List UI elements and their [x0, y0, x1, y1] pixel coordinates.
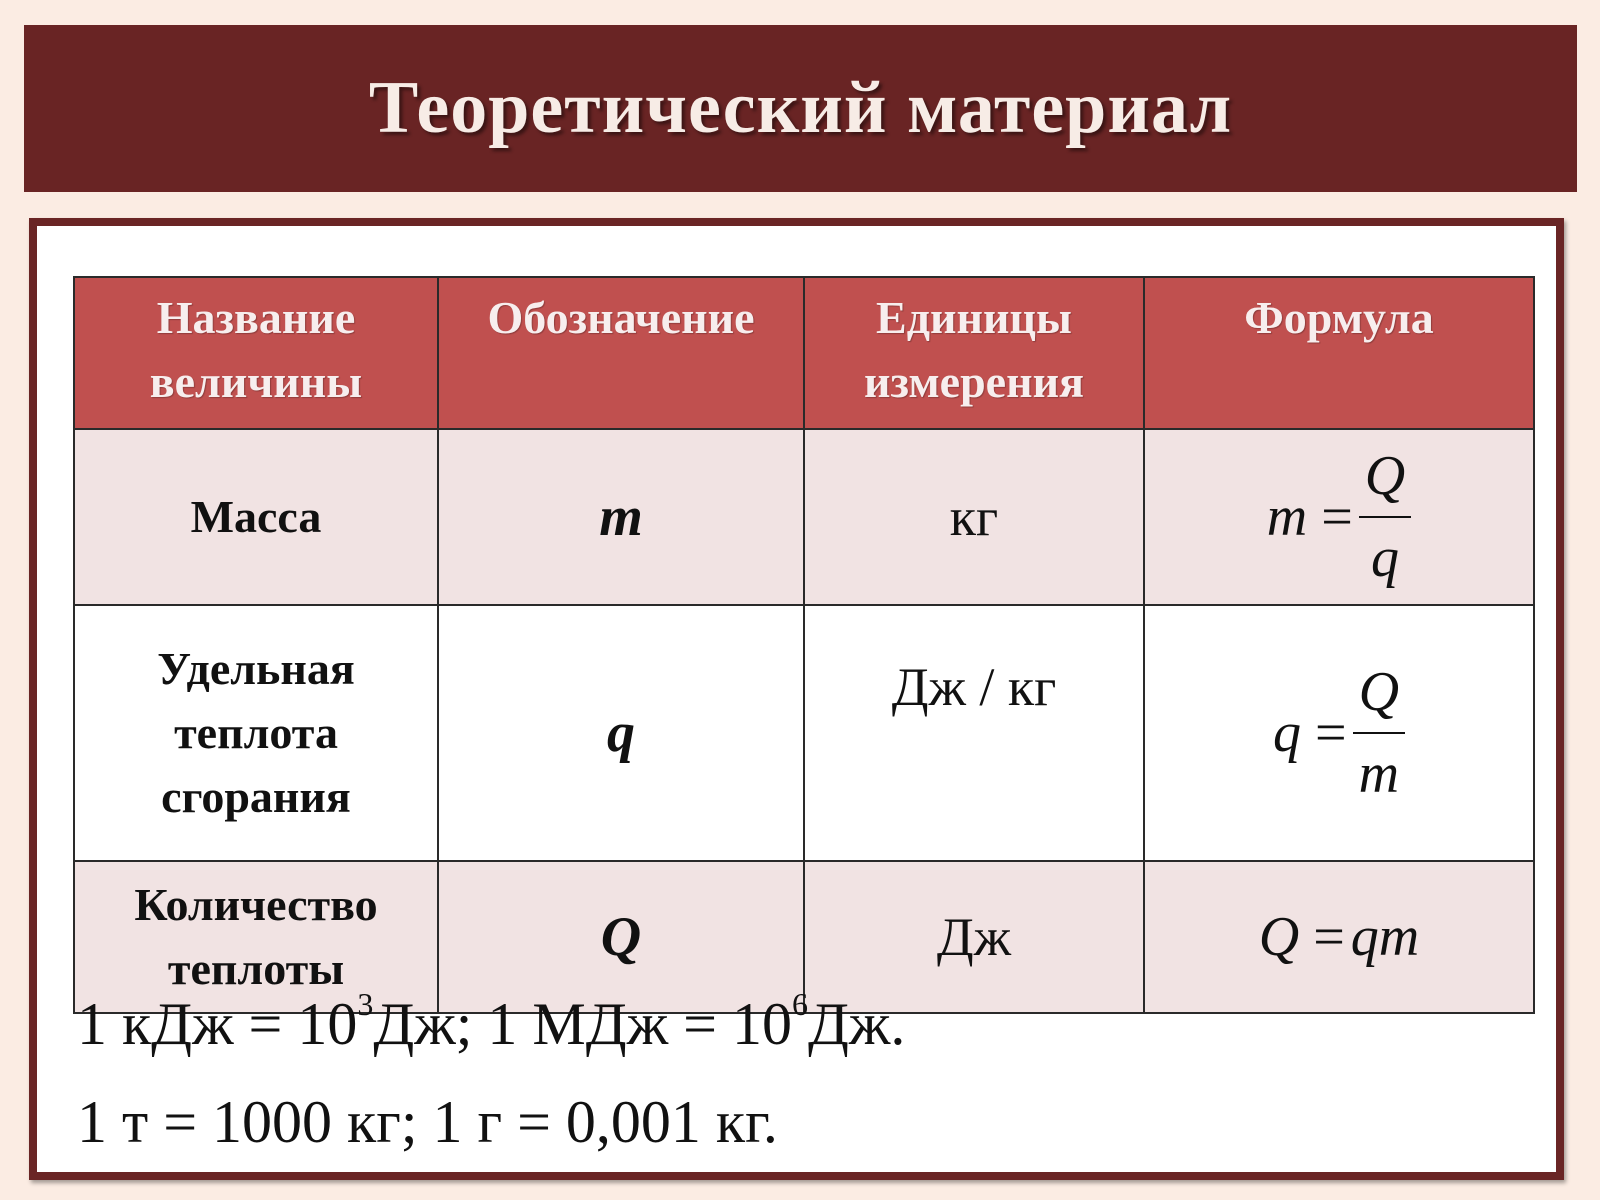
cell-symbol: Q [438, 861, 804, 1013]
table-row [74, 605, 1534, 861]
formula-heat-quantity: Q = qm [1258, 906, 1420, 968]
energy-units-note: 1 кДж = $10^3Дж$; 1 МДж = $10^6Дж$. [77, 986, 906, 1057]
fraction: $\frac{Q}{q}$ [1359, 436, 1411, 598]
cell-unit: кг [804, 429, 1144, 605]
slide-title: Теоретический материал [368, 67, 1233, 149]
cell-formula [1144, 429, 1534, 605]
table-header-row [74, 277, 1534, 429]
cell-symbol: m [438, 429, 804, 605]
cell-formula [1144, 861, 1534, 1013]
formula-specific-heat: q = $\frac{Q}{m}$ [1273, 652, 1405, 814]
cell-name: Количество теплоты [74, 861, 438, 1013]
formula-mass: m = $\frac{Q}{q}$ [1267, 436, 1412, 598]
mass-units-note: 1 т = 1000 кг; 1 г = 0,001 кг. [77, 1089, 778, 1155]
quantities-table [73, 276, 1535, 1014]
title-bar [24, 25, 1577, 192]
cell-name: Масса [74, 429, 438, 605]
header-name: Название величины [74, 277, 438, 429]
header-formula: Формула [1144, 277, 1534, 429]
header-units: Единицы измерения [804, 277, 1144, 429]
cell-name: Удельная теплота сгорания [74, 605, 438, 861]
cell-formula [1144, 605, 1534, 861]
fraction: $\frac{Q}{m}$ [1353, 652, 1405, 814]
cell-unit: Дж [804, 861, 1144, 1013]
cell-unit: Дж / кг [804, 605, 1144, 861]
header-symbol: Обозначение [438, 277, 804, 429]
table-row [74, 429, 1534, 605]
cell-symbol: q [438, 605, 804, 861]
